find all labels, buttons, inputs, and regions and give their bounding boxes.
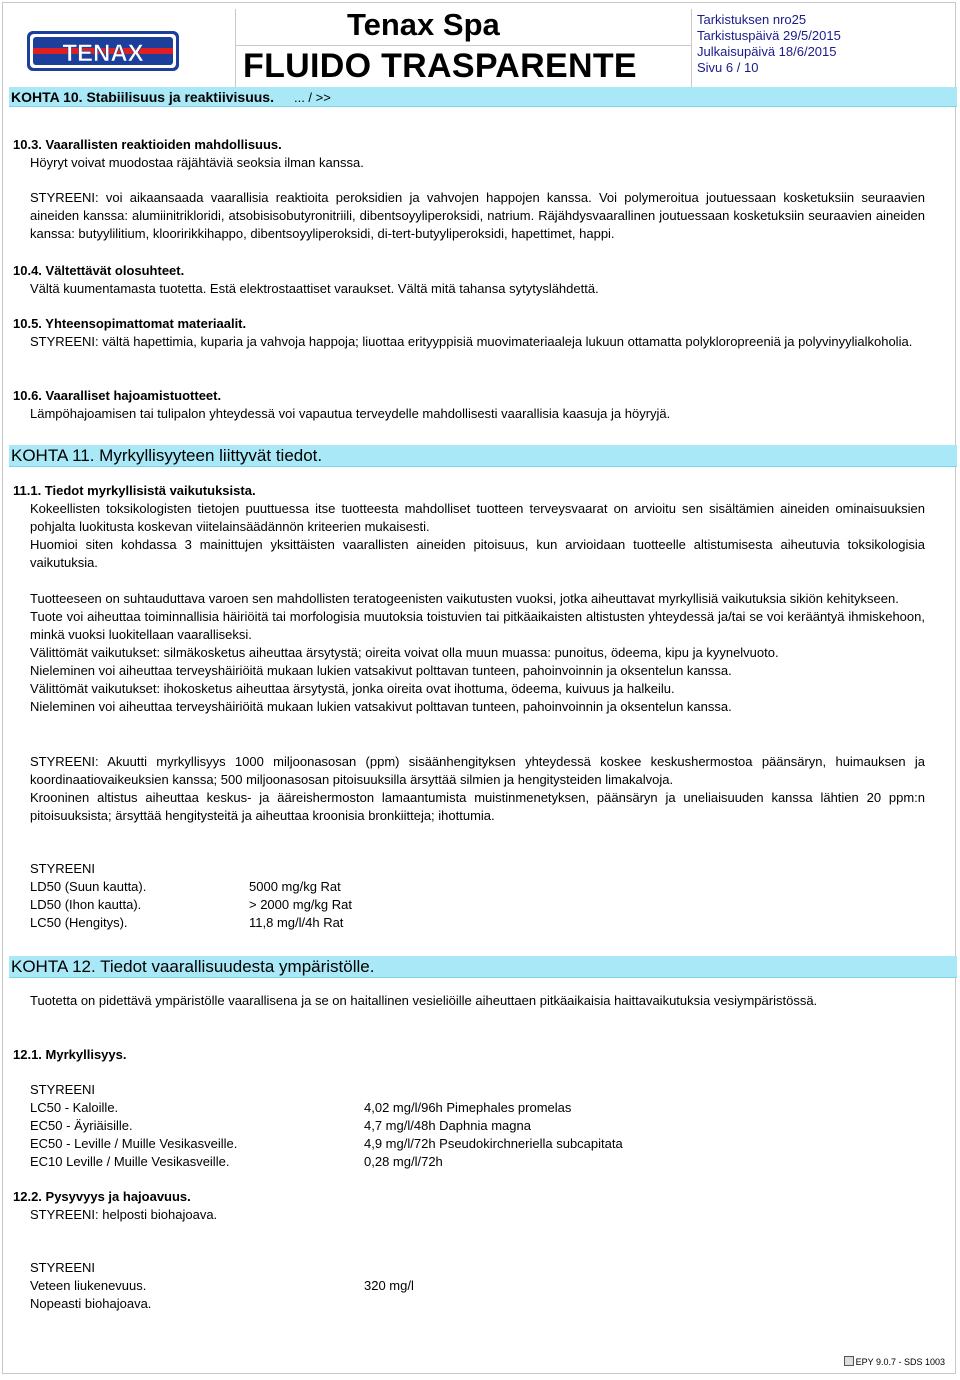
logo-text: TENAX	[62, 40, 144, 67]
eco-value-0: 4,02 mg/l/96h Pimephales promelas	[364, 1100, 572, 1115]
eco-value-3: 0,28 mg/l/72h	[364, 1154, 443, 1169]
eco-substance: STYREENI	[30, 1082, 96, 1097]
s111-paragraphs-c	[30, 753, 925, 825]
tox-paragraph: Huomioi siten kohdassa 3 mainittujen yksittäisten vaarallisten aineiden pitoisuus, kun arvioidaan tuotteelle altistumisesta aiheutuvia toksikologisia vaikutuksia.	[30, 537, 925, 570]
release-date: Julkaisupäivä 18/6/2015	[697, 44, 837, 59]
tox-paragraph: Välittömät vaikutukset: ihokosketus aiheuttaa ärsytystä, jonka oireita ovat ihottuma, ödeema, kuivuus ja halkeilu.	[30, 681, 675, 696]
tox-label-0: LD50 (Suun kautta).	[30, 879, 147, 894]
page-footer	[844, 1356, 945, 1367]
eco-value-2: 4,9 mg/l/72h Pseudokirchneriella subcapitata	[364, 1136, 623, 1151]
section-12-title: KOHTA 12. Tiedot vaarallisuudesta ympäristölle.	[11, 957, 375, 976]
tenax-logo	[27, 31, 179, 71]
tox-paragraph: Krooninen altistus aiheuttaa keskus- ja ääreishermoston lamaantumista muistinmenetyksen, päänsäryn ja uneliaisuuden kanssa lähtien 20 ppm:n pitoisuuksista; ärsyttää hengitysteitä ja aiheuttaa kroonisia bronkiitteja; ihottumia.	[30, 790, 925, 823]
tox-paragraph: Kokeellisten toksikologisten tietojen puuttuessa itse tuotteesta mahdolliset tuotteen terveysvaarat on arvioitu sen sisältämien aineiden ominaisuuksien pohjalta luokitusta koskevan viitelainsäädännön kriteerien mukaisesti.	[30, 501, 925, 534]
revision-date: Tarkistuspäivä 29/5/2015	[697, 28, 841, 43]
s111-paragraphs-b	[30, 590, 925, 716]
eco-label-2: EC50 - Leville / Muille Vesikasveille.	[30, 1136, 238, 1151]
tox-paragraph: Tuote voi aiheuttaa toiminnallisia häiriöitä tai morfologisia muutoksia toistuvien tai pitkäaikaisten altistusten yhteydessä ja/tai se voi kerääntyä ihmiskehoon, minkä vuoksi luokitellaan vaaralliseksi.	[30, 609, 925, 642]
logo-cell	[9, 9, 236, 87]
tox-label-2: LC50 (Hengitys).	[30, 915, 128, 930]
tox-value-2: 11,8 mg/l/4h Rat	[249, 915, 344, 930]
eco-label-1: EC50 - Äyriäisille.	[30, 1118, 133, 1133]
section-12-bar	[9, 956, 957, 978]
software-icon	[844, 1356, 854, 1366]
eco-value-1: 4,7 mg/l/48h Daphnia magna	[364, 1118, 531, 1133]
deg-value-0: 320 mg/l	[364, 1278, 414, 1293]
tox-paragraph: Nieleminen voi aiheuttaa terveyshäiriöitä mukaan lukien vatsakivut polttavan tunteen, pahoinvoinnin ja oksentelun kanssa.	[30, 663, 732, 678]
s106-text: Lämpöhajoamisen tai tulipalon yhteydessä voi vapautua terveydelle mahdollisesti vaarallisia kaasuja ja höyryjä.	[30, 406, 671, 421]
s103-paragraph: STYREENI: voi aikaansaada vaarallisia reaktioita peroksidien ja vahvojen happojen kanssa. Voi polymeroitua joutuessaan kosketuksiin seuraavien aineiden kanssa: alumiinitrikloridi, atsobisisobutyronitriili, dibentsoyyliperoksidi, natrium. Räjähdysvaarallinen joutuessaan kosketuksiin seuraavien aineiden kanssa: butyylilitium, klooririkkihappo, dibentsoyyliperoksidi, di-tert-butyyliperoksidi, hapettimet, happi.	[30, 190, 925, 241]
deg-label-0: Veteen liukenevuus.	[30, 1278, 147, 1293]
section-10-bar	[9, 87, 957, 107]
s12-intro: Tuotetta on pidettävä ympäristölle vaarallisena ja se on haitallinen vesieliöille aiheuttaen pitkäaikaisia haittavaikutuksia vesiympäristössä.	[30, 993, 818, 1008]
tox-paragraph: STYREENI: Akuutti myrkyllisyys 1000 miljoonasosan (ppm) sisäänhengityksen yhteydessä koskee keskushermostoa päänsäryn, huimauksen ja koordinaatiovaikeuksien kanssa; 500 miljoonasosan pitoisuuksilla ärsyttää silmien ja hengitysteiden limakalvoja.	[30, 754, 925, 787]
s122-text: STYREENI: helposti biohajoava.	[30, 1207, 218, 1222]
s106-title: 10.6. Vaaralliset hajoamistuotteet.	[13, 388, 222, 403]
s122-title: 12.2. Pysyvyys ja hajoavuus.	[13, 1189, 191, 1204]
tox-paragraph: Nieleminen voi aiheuttaa terveyshäiriöitä mukaan lukien vatsakivut polttavan tunteen, pahoinvoinnin ja oksentelun kanssa.	[30, 699, 732, 714]
section-10-title: KOHTA 10. Stabiilisuus ja reaktiivisuus.	[11, 89, 274, 105]
document-meta	[697, 12, 841, 76]
deg-label-1: Nopeasti biohajoava.	[30, 1296, 152, 1311]
tox-label-1: LD50 (Ihon kautta).	[30, 897, 142, 912]
revision-number: Tarkistuksen nro25	[697, 12, 807, 27]
header-vertical-divider	[691, 9, 692, 87]
continuation-mark: ... / >>	[293, 90, 331, 105]
tox-paragraph: Tuotteeseen on suhtauduttava varoen sen mahdollisten teratogeenisten vaikutusten vuoksi, jotka aiheuttavat myrkyllisiä vaikutuksia sikiön kehitykseen.	[30, 591, 899, 606]
s103-title: 10.3. Vaarallisten reaktioiden mahdollisuus.	[13, 137, 282, 152]
page-header	[3, 3, 955, 87]
company-name: Tenax Spa	[347, 7, 500, 42]
s105-title: 10.5. Yhteensopimattomat materiaalit.	[13, 316, 247, 331]
tox-value-0: 5000 mg/kg Rat	[249, 879, 341, 894]
eco-label-3: EC10 Leville / Muille Vesikasveille.	[30, 1154, 230, 1169]
s105-text: STYREENI: vältä hapettimia, kuparia ja vahvoja happoja; liuottaa erityyppisiä muovimateriaaleja lukuun ottamatta polykloropreeniä ja polyvinyylialkoholia.	[30, 334, 913, 349]
s103-line: Höyryt voivat muodostaa räjähtäviä seoksia ilman kanssa.	[30, 155, 364, 170]
section-11-title: KOHTA 11. Myrkyllisyyteen liittyvät tiedot.	[11, 446, 323, 465]
s104-text: Vältä kuumentamasta tuotetta. Estä elektrostaattiset varaukset. Vältä mitä tahansa sytytyslähdettä.	[30, 281, 599, 296]
footer-text: EPY 9.0.7 - SDS 1003	[855, 1357, 945, 1367]
section-11-bar	[9, 445, 957, 467]
header-divider	[235, 45, 691, 46]
sds-page	[2, 2, 956, 1374]
s104-title: 10.4. Vältettävät olosuhteet.	[13, 263, 185, 278]
tox-paragraph: Välittömät vaikutukset: silmäkosketus aiheuttaa ärsytystä; oireita voivat olla muun muassa: punoitus, ödeema, kipu ja kyynelvuoto.	[30, 645, 779, 660]
tox-value-1: > 2000 mg/kg Rat	[249, 897, 352, 912]
s121-title: 12.1. Myrkyllisyys.	[13, 1047, 127, 1062]
deg-substance: STYREENI	[30, 1260, 96, 1275]
eco-label-0: LC50 - Kaloille.	[30, 1100, 119, 1115]
product-name: FLUIDO TRASPARENTE	[243, 47, 637, 85]
page-number: Sivu 6 / 10	[697, 60, 759, 75]
tox-substance: STYREENI	[30, 861, 96, 876]
s111-title: 11.1. Tiedot myrkyllisistä vaikutuksista.	[13, 483, 256, 498]
s111-paragraphs-a	[30, 500, 925, 572]
